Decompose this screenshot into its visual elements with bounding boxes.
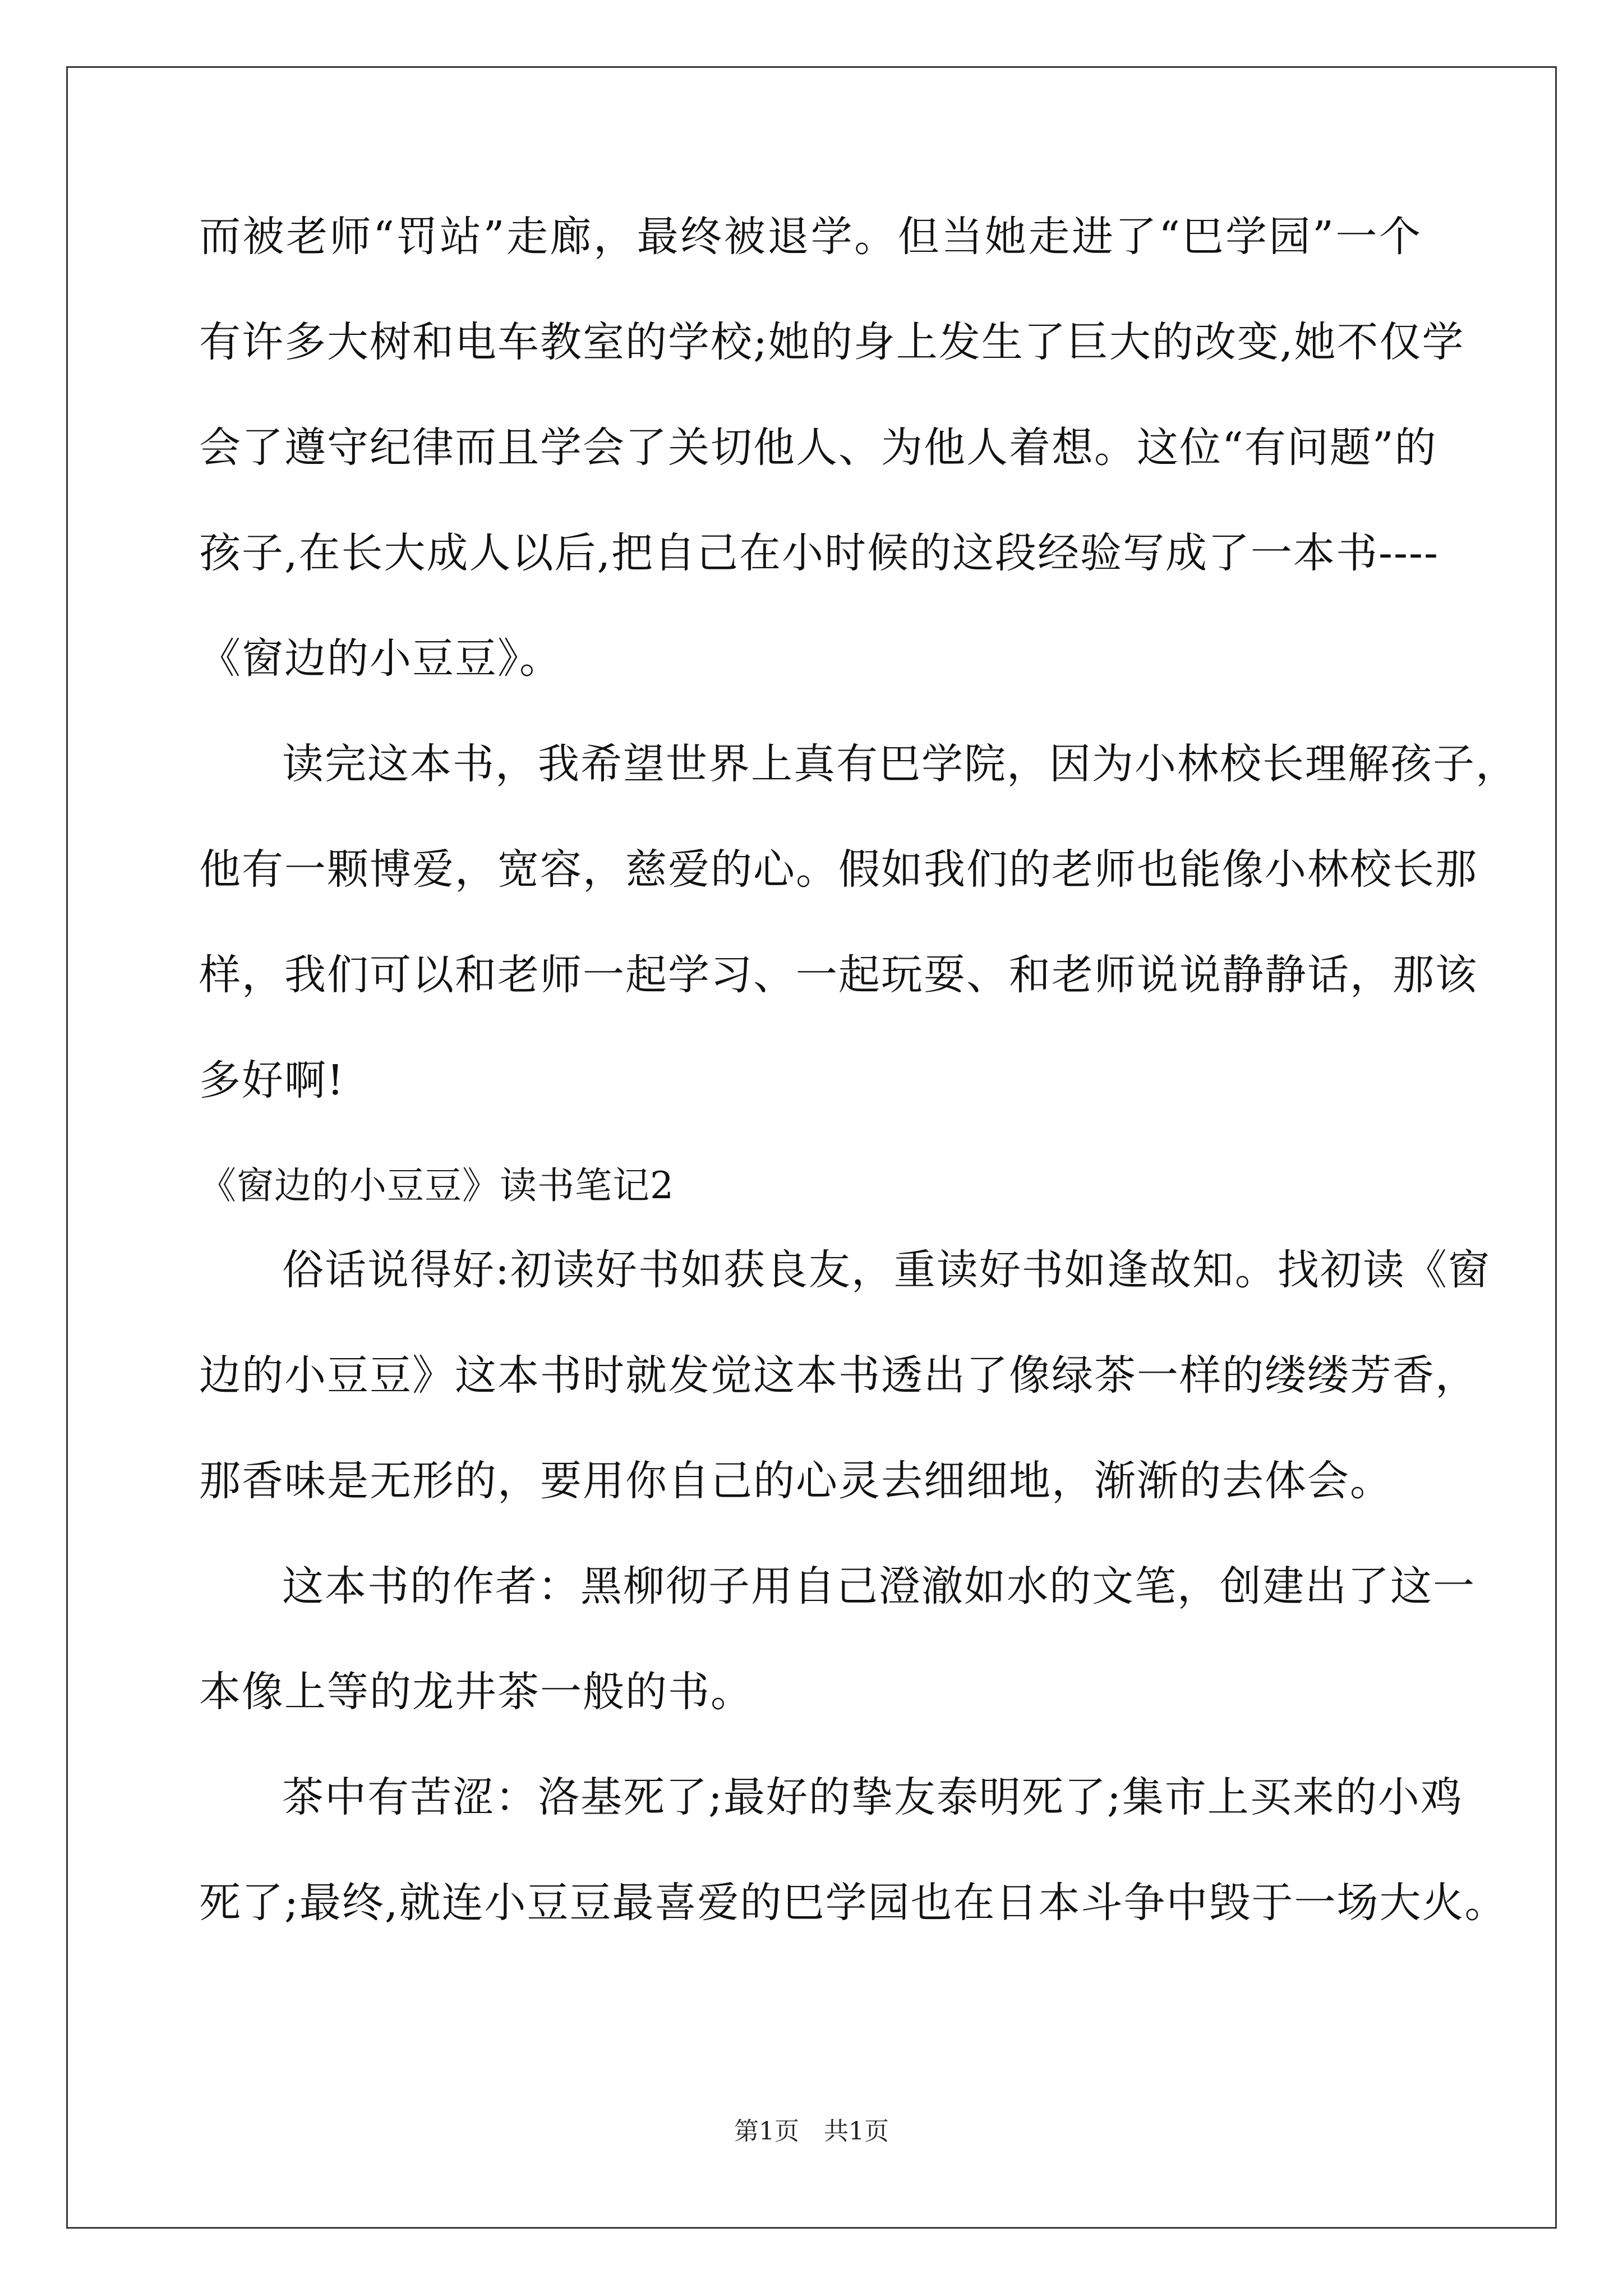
paragraph — [199, 1553, 1476, 1764]
text-line: 俗话说得好:初读好书如获良友，重读好书如逢故知。找初读《窗 — [282, 1246, 1491, 1294]
text-line: 《窗边的小豆豆》。 — [199, 634, 562, 683]
text-line: 边的小豆豆》这本书时就发觉这本书透出了像绿茶一样的缕缕芳香， — [199, 1351, 1478, 1400]
text-line: 孩子,在长大成人以后,把自己在小时候的这段经验写成了一本书---- — [199, 529, 1440, 577]
text-line: 他有一颗博爱，宽容，慈爱的心。假如我们的老师也能像小林校长那 — [199, 845, 1478, 894]
section-heading: 《窗边的小豆豆》读书笔记2 — [199, 1164, 674, 1207]
text-line: 本像上等的龙井茶一般的书。 — [199, 1668, 753, 1716]
text-line: 死了;最终,就连小豆豆最喜爱的巴学园也在日本斗争中毁于一场大火。 — [199, 1879, 1507, 1927]
paragraph — [199, 730, 1518, 1152]
page-number-footer: 第1页 共1页 — [734, 2117, 889, 2146]
text-line: 那香味是无形的，要用你自己的心灵去细细地，渐渐的去体会。 — [199, 1457, 1393, 1505]
text-line: 读完这本书，我希望世界上真有巴学院，因为小林校长理解孩子， — [282, 740, 1518, 788]
paragraph — [199, 1764, 1507, 1975]
text-line: 会了遵守纪律而且学会了关切他人、为他人着想。这位“有问题”的 — [199, 424, 1437, 472]
document-body — [199, 203, 1518, 1975]
text-line: 这本书的作者：黑柳彻子用自己澄澈如水的文笔，创建出了这一 — [282, 1562, 1476, 1611]
paragraph — [199, 1236, 1491, 1553]
text-line: 样，我们可以和老师一起学习、一起玩耍、和老师说说静静话，那该 — [199, 951, 1478, 999]
text-line: 有许多大树和电车教室的学校;她的身上发生了巨大的改变,她不仅学 — [199, 318, 1465, 366]
text-line: 茶中有苦涩：洛基死了;最好的挚友泰明死了;集市上买来的小鸡 — [282, 1773, 1463, 1821]
text-line: 而被老师“罚站”走廊，最终被退学。但当她走进了“巴学园”一个 — [199, 213, 1422, 261]
paragraph — [199, 203, 1465, 730]
text-line: 多好啊! — [199, 1056, 345, 1105]
